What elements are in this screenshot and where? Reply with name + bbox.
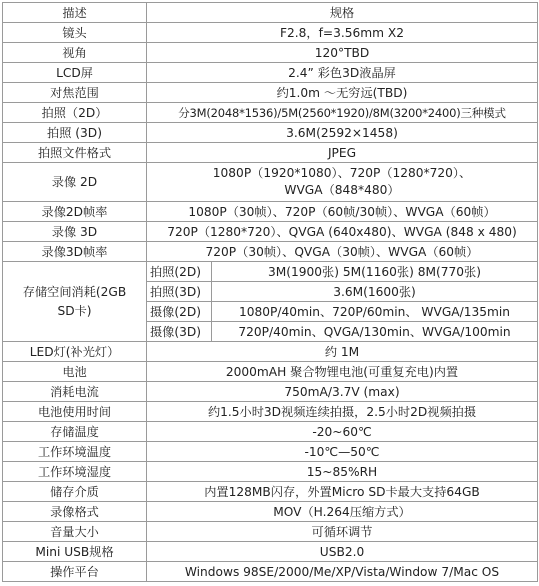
- row-label: 音量大小: [3, 522, 147, 542]
- storage-label-line: 存储空间消耗(2GB: [22, 284, 127, 299]
- storage-label: [3, 262, 147, 342]
- row-value: Windows 98SE/2000/Me/XP/Vista/Window 7/Mac OS: [147, 562, 538, 582]
- row-label: 拍照（2D）: [3, 103, 147, 123]
- storage-mode: 拍照(3D): [147, 282, 212, 302]
- row-label: 工作环境湿度: [3, 462, 147, 482]
- row-value: 720P（30帧）、QVGA（30帧）、WVGA（60帧）: [147, 242, 538, 262]
- row-value: 2000mAH 聚合物锂电池(可重复充电)内置: [147, 362, 538, 382]
- row-label: 录像3D帧率: [3, 242, 147, 262]
- table-row: [3, 23, 538, 43]
- storage-mode: 摄像(2D): [147, 302, 212, 322]
- table-row: [3, 242, 538, 262]
- row-label: 录像2D帧率: [3, 202, 147, 222]
- row-label: 拍照文件格式: [3, 143, 147, 163]
- row-value: F2.8，f=3.56mm X2: [147, 23, 538, 43]
- row-label: 录像格式: [3, 502, 147, 522]
- table-row: [3, 123, 538, 143]
- table-row: [3, 482, 538, 502]
- table-row: [3, 442, 538, 462]
- row-label: 工作环境温度: [3, 442, 147, 462]
- row-value: -20~60℃: [147, 422, 538, 442]
- storage-value: 3.6M(1600张): [212, 282, 538, 302]
- row-value: [147, 163, 538, 202]
- table-row: [3, 462, 538, 482]
- row-value: 内置128MB闪存，外置Micro SD卡最大支持64GB: [147, 482, 538, 502]
- table-row: [3, 342, 538, 362]
- table-row: [3, 262, 538, 282]
- table-row: [3, 143, 538, 163]
- row-value: 约 1M: [147, 342, 538, 362]
- row-value: JPEG: [147, 143, 538, 163]
- row-label: 电池: [3, 362, 147, 382]
- table-row: [3, 103, 538, 123]
- table-header-row: [3, 3, 538, 23]
- row-value: USB2.0: [147, 542, 538, 562]
- row-value: 可循环调节: [147, 522, 538, 542]
- row-value: 约1.5小时3D视频连续拍摄，2.5小时2D视频拍摄: [147, 402, 538, 422]
- table-row: [3, 63, 538, 83]
- table-row: [3, 502, 538, 522]
- row-label: 操作平台: [3, 562, 147, 582]
- table-row: [3, 382, 538, 402]
- table-row: [3, 202, 538, 222]
- row-label: 对焦范围: [3, 83, 147, 103]
- table-row: [3, 522, 538, 542]
- row-value: 2.4” 彩色3D液晶屏: [147, 63, 538, 83]
- storage-label-line: SD卡): [57, 303, 92, 318]
- row-label: 消耗电流: [3, 382, 147, 402]
- table-row: [3, 222, 538, 242]
- row-label: LCD屏: [3, 63, 147, 83]
- row-value-line: 1080P（1920*1080）、720P（1280*720）、: [212, 166, 472, 180]
- storage-value: 1080P/40min、720P/60min、 WVGA/135min: [212, 302, 538, 322]
- row-label: 电池使用时间: [3, 402, 147, 422]
- row-label: LED灯(补光灯）: [3, 342, 147, 362]
- row-label: 录像 3D: [3, 222, 147, 242]
- table-row: [3, 163, 538, 202]
- table-row: [3, 362, 538, 382]
- header-value: 规格: [147, 3, 538, 23]
- table-row: [3, 422, 538, 442]
- row-value: 15~85%RH: [147, 462, 538, 482]
- table-row: [3, 43, 538, 63]
- row-label: 存储温度: [3, 422, 147, 442]
- storage-value: 720P/40min、QVGA/130min、WVGA/100min: [212, 322, 538, 342]
- table-row: [3, 402, 538, 422]
- table-row: [3, 542, 538, 562]
- row-label: 拍照 (3D): [3, 123, 147, 143]
- row-value: 分3M(2048*1536)/5M(2560*1920)/8M(3200*2400)三种模式: [147, 103, 538, 123]
- row-value: MOV（H.264压缩方式）: [147, 502, 538, 522]
- header-label: 描述: [3, 3, 147, 23]
- row-label: Mini USB规格: [3, 542, 147, 562]
- row-label: 录像 2D: [3, 163, 147, 202]
- row-value: 720P（1280*720）、QVGA (640x480)、WVGA (848 x 480): [147, 222, 538, 242]
- storage-value: 3M(1900张) 5M(1160张) 8M(770张): [212, 262, 538, 282]
- row-value: 120°TBD: [147, 43, 538, 63]
- spec-table: [2, 2, 538, 582]
- storage-mode: 拍照(2D): [147, 262, 212, 282]
- row-value: 750mA/3.7V (max): [147, 382, 538, 402]
- table-row: [3, 83, 538, 103]
- row-label: 储存介质: [3, 482, 147, 502]
- row-value-line: WVGA（848*480）: [284, 183, 400, 197]
- storage-mode: 摄像(3D): [147, 322, 212, 342]
- row-label: 视角: [3, 43, 147, 63]
- row-value: 1080P（30帧）、720P（60帧/30帧）、WVGA（60帧）: [147, 202, 538, 222]
- row-value: -10℃—50℃: [147, 442, 538, 462]
- row-value: 3.6M(2592×1458): [147, 123, 538, 143]
- row-value: 约1.0m ～无穷远(TBD): [147, 83, 538, 103]
- row-label: 镜头: [3, 23, 147, 43]
- table-row: [3, 562, 538, 582]
